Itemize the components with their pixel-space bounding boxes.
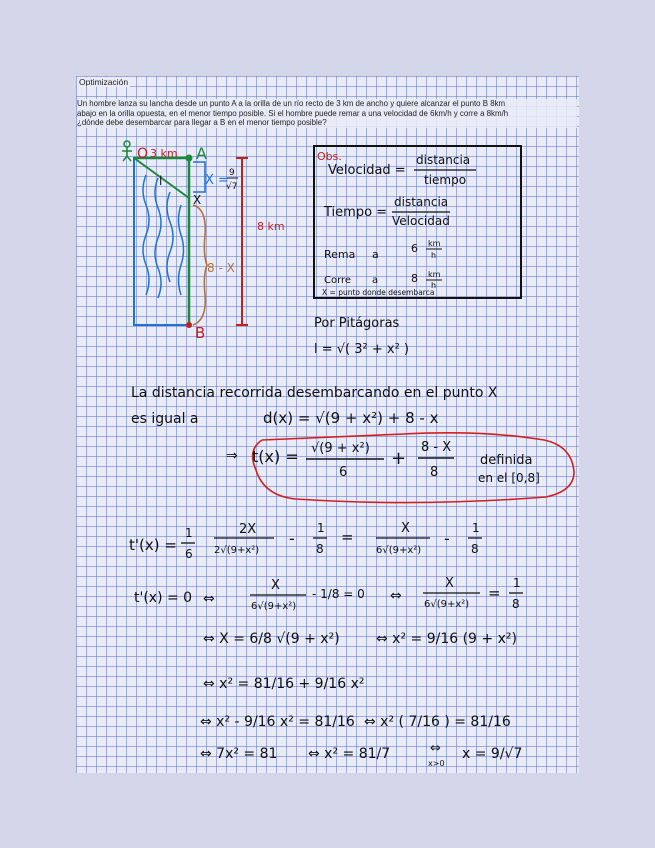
iff-1: ⇔ — [203, 591, 215, 607]
pitagoras-label: Por Pitágoras — [314, 316, 400, 331]
zero-den: 6√(9+x²) — [251, 601, 297, 612]
point-a-label: A — [196, 144, 207, 163]
deriv-one-b: 1 — [317, 521, 325, 535]
defined-line-1: definida — [480, 453, 533, 468]
x-note: X = punto donde desembarca — [322, 288, 435, 297]
distance-line-2: es igual a — [131, 411, 199, 427]
water-wave — [155, 178, 161, 298]
problem-line: abajo en la orilla opuesta, en el menor tiempo posible. Si el hombre puede remar a una velocidad de 6km/h y corre a 8km/h — [77, 109, 577, 119]
deriv-six: 6 — [185, 547, 193, 561]
deriv-num: 2X — [239, 522, 257, 537]
velocity-word: Velocidad = — [328, 163, 406, 178]
river-diagram — [122, 141, 285, 342]
x-point-label: X — [193, 193, 202, 207]
time-den: Velocidad — [392, 214, 450, 228]
distance-equation: d(x) = √(9 + x²) + 8 - x — [263, 409, 439, 427]
simp-den: 6√(9+x²) — [376, 545, 422, 556]
iff-2: ⇔ — [390, 588, 402, 604]
water-wave — [167, 192, 173, 282]
step-row-7c-sub: x>0 — [428, 759, 445, 768]
x-bracket — [193, 162, 205, 192]
defined-line-2: en el [0,8] — [478, 471, 540, 485]
implies-arrow: ⇒ — [226, 448, 238, 464]
corre-label: Corre — [324, 275, 352, 286]
x-value-num: 9 — [229, 168, 235, 178]
step-row-7a: ⇔ 7x² = 81 — [200, 746, 278, 762]
rest-label: 8 - X — [207, 261, 235, 275]
zero2-rnum: 1 — [513, 576, 521, 590]
simp-eight: 8 — [471, 542, 479, 556]
pitagoras-eq: l = √( 3² + x² ) — [314, 342, 410, 357]
zero2-rden: 8 — [512, 597, 520, 611]
deriv-lhs: t'(x) = — [129, 536, 177, 554]
width-label: 3 km — [150, 147, 178, 160]
simp-num: X — [401, 521, 410, 536]
hyp-label: l — [159, 174, 163, 188]
man-icon — [124, 141, 130, 147]
page-title: Optimización — [79, 77, 129, 87]
x-equals-label: X = — [205, 173, 229, 188]
rest-bracket — [193, 205, 207, 325]
obs-box — [314, 146, 521, 298]
point-a-dot — [186, 155, 193, 162]
rema-unit-num: km — [428, 239, 441, 248]
distance-line-1: La distancia recorrida desembarcando en el punto X — [131, 385, 498, 401]
water-wave — [179, 205, 184, 295]
zero2-equals: = — [488, 584, 501, 602]
point-o-label: O — [137, 146, 149, 162]
t-den-1: 6 — [339, 465, 348, 480]
zero-lhs: t'(x) = 0 — [134, 590, 193, 606]
t-num-2: 8 - X — [421, 440, 452, 455]
time-word: Tiempo = — [324, 205, 388, 220]
step-row-7d: x = 9/√7 — [462, 746, 523, 762]
corre-speed: 8 — [411, 272, 418, 285]
problem-line: Un hombre lanza su lancha desde un punto A a la orilla de un río recto de 3 km de ancho y quiere alcanzar el punto B 8km — [77, 99, 577, 109]
rema-speed: 6 — [411, 242, 418, 255]
obs-heading: Obs. — [317, 150, 342, 163]
simp-one: 1 — [472, 521, 480, 535]
problem-line: ¿dónde debe desembarcar para llegar a B en el menor tiempo posible? — [77, 118, 577, 128]
water-wave — [143, 175, 149, 295]
t-lhs: t(x) = — [252, 447, 299, 466]
corre-a: a — [372, 275, 379, 286]
zero-tail: - 1/8 = 0 — [312, 587, 365, 601]
rema-unit-den: h — [431, 251, 437, 260]
zero2-den: 6√(9+x²) — [424, 599, 470, 610]
step-row-6b: ⇔ x² ( 7/16 ) = 81/16 — [364, 714, 511, 730]
step-row-5: ⇔ x² = 81/16 + 9/16 x² — [203, 676, 365, 692]
t-den-2: 8 — [430, 465, 439, 480]
length-label: 8 km — [257, 220, 285, 233]
time-num: distancia — [394, 195, 449, 209]
rema-a: a — [372, 248, 379, 261]
step-row-7c: ⇔ — [430, 741, 441, 756]
step-row-4b: ⇔ x² = 9/16 (9 + x²) — [376, 631, 517, 647]
step-row-4a: ⇔ X = 6/8 √(9 + x²) — [203, 631, 340, 647]
step-row-6a: ⇔ x² - 9/16 x² = 81/16 — [200, 714, 355, 730]
deriv-den: 2√(9+x²) — [214, 545, 260, 556]
deriv-eight: 8 — [316, 542, 324, 556]
point-b-label: B — [195, 324, 206, 342]
deriv-equals: = — [341, 528, 354, 546]
velocity-num: distancia — [416, 153, 471, 167]
corre-unit-den: h — [431, 281, 437, 290]
x-value-den: √7 — [226, 182, 238, 192]
corre-unit-num: km — [428, 270, 441, 279]
zero-num: X — [271, 578, 280, 593]
t-plus: + — [391, 448, 407, 469]
velocity-den: tiempo — [424, 173, 467, 187]
rema-label: Rema — [324, 248, 356, 261]
deriv-minus: - — [289, 529, 295, 548]
point-b-dot — [186, 322, 192, 328]
t-num-1: √(9 + x²) — [311, 441, 370, 456]
simp-minus: - — [444, 529, 450, 548]
deriv-one: 1 — [185, 526, 193, 540]
zero2-num: X — [445, 576, 454, 591]
step-row-7b: ⇔ x² = 81/7 — [308, 746, 391, 762]
